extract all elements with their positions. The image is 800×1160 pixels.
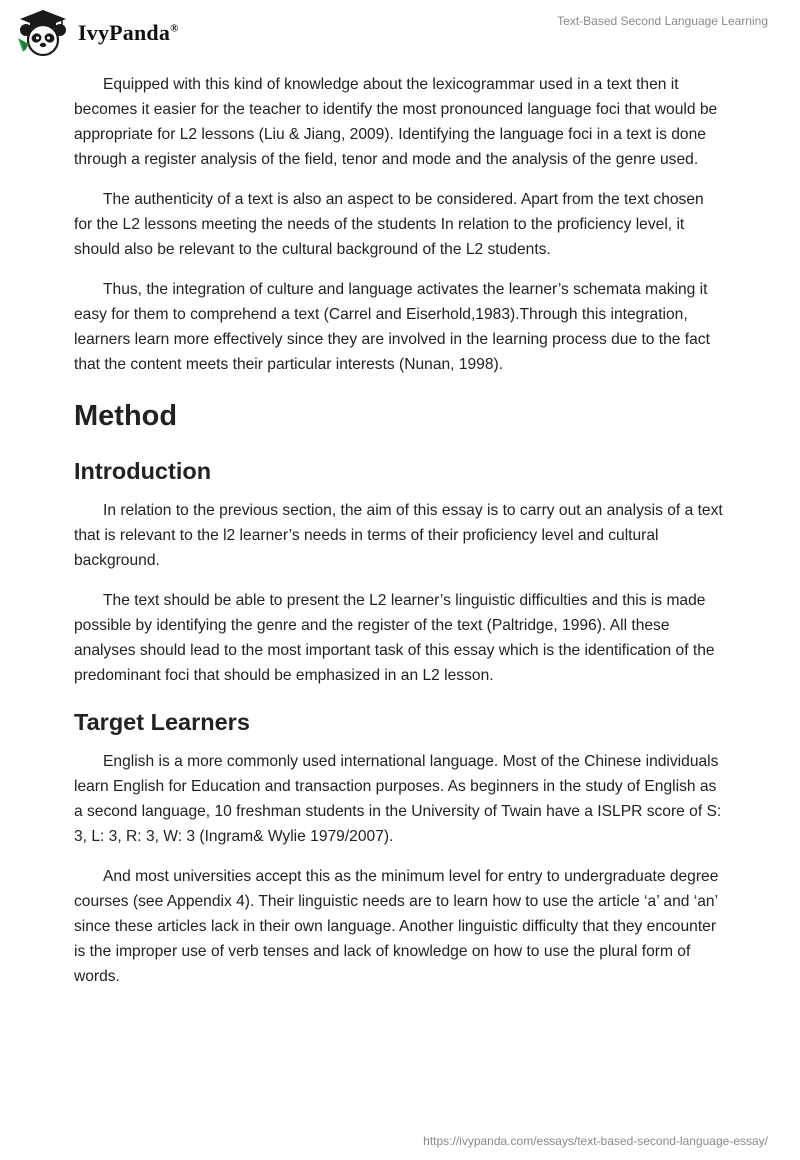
heading-introduction: Introduction	[74, 458, 212, 484]
paragraph: The text should be able to present the L2 learner’s linguistic difficulties and this is made possible by identifying the genre and the register of the text (Paltridge, 1996). All these analyses should lead to the most important task of this essay which is the identification of the predominant foci that should be emphasized in an L2 lesson.	[74, 592, 715, 684]
brand-name: IvyPanda®	[78, 20, 179, 45]
panda-graduate-icon	[14, 8, 72, 58]
paragraph: In relation to the previous section, the aim of this essay is to carry out an analysis of a text that is relevant to the l2 learner’s needs in terms of their proficiency level and cultural background.	[74, 502, 723, 569]
article-body	[74, 72, 724, 1004]
page-header	[0, 0, 800, 70]
paragraph: The authenticity of a text is also an aspect to be considered. Apart from the text chosen for the L2 lessons meeting the needs of the students In relation to the proficiency level, it should also be relevant to the cultural background of the L2 students.	[74, 191, 704, 258]
source-url[interactable]: https://ivypanda.com/essays/text-based-second-language-essay/	[423, 1134, 768, 1148]
paragraph: Equipped with this kind of knowledge about the lexicogrammar used in a text then it becomes it easier for the teacher to identify the most pronounced language foci that would be appropriate for L2 lessons (Liu & Jiang, 2009). Identifying the language foci in a text is done through a register analysis of the field, tenor and mode and the analysis of the genre used.	[74, 76, 718, 168]
heading-method: Method	[74, 400, 178, 432]
heading-target-learners: Target Learners	[74, 709, 250, 735]
paragraph: Thus, the integration of culture and language activates the learner’s schemata making it easy for them to comprehend a text (Carrel and Eiserhold,1983).Through this integration, learners learn more effectively since they are involved in the learning process due to the fact that the content meets their particular interests (Nunan, 1998).	[74, 281, 710, 373]
paragraph: English is a more commonly used international language. Most of the Chinese individuals learn English for Education and transaction purposes. As beginners in the study of English as a second language, 10 freshman students in the University of Twain have a ISLPR score of S: 3, L: 3, R: 3, W: 3 (Ingram& Wylie 1979/2007).	[74, 753, 722, 845]
registered-mark: ®	[170, 22, 179, 35]
document-title: Text-Based Second Language Learning	[557, 14, 768, 28]
paragraph: And most universities accept this as the minimum level for entry to undergraduate degree courses (see Appendix 4). Their linguistic needs are to learn how to use the article ‘a’ and ‘an’ since these articles lack in their own language. Another linguistic difficulty that they encounter is the improper use of verb tenses and lack of knowledge on how to use the plural form of words.	[74, 868, 719, 985]
brand-logo[interactable]	[14, 8, 179, 58]
